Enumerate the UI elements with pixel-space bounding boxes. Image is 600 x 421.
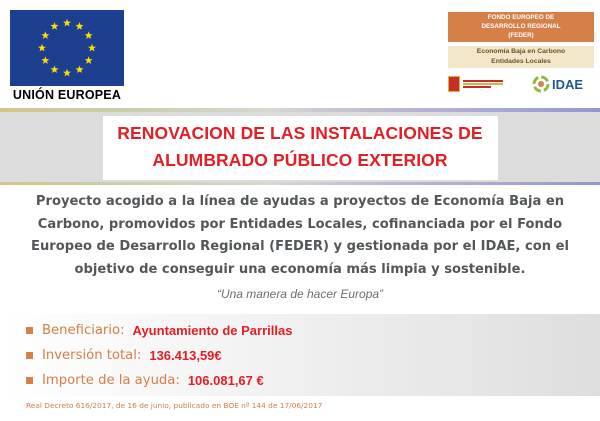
total-investment-label: Inversión total: — [42, 347, 142, 363]
star-icon — [41, 56, 49, 64]
beneficiary-row — [26, 320, 292, 340]
beneficiary-value: Ayuntamiento de Parrillas — [132, 322, 293, 338]
star-icon — [76, 65, 84, 73]
description-line-4: objetivo de conseguir una economía más limpia y sostenible. — [74, 261, 526, 277]
aid-amount-row — [26, 370, 264, 390]
total-investment-value: 136.413,59€ — [149, 347, 222, 363]
feder-line-2: DESARROLLO REGIONAL — [481, 23, 561, 30]
star-icon — [63, 69, 71, 77]
eu-flag-icon — [10, 10, 124, 86]
idae-mark-icon — [532, 75, 550, 93]
coat-of-arms-icon — [448, 76, 460, 92]
star-icon — [38, 44, 46, 52]
program-line-1: Economía Baja en Carbono — [476, 48, 566, 55]
square-bullet-icon — [26, 377, 33, 384]
star-icon — [51, 65, 59, 73]
square-bullet-icon — [26, 327, 33, 334]
sponsor-logos — [448, 72, 594, 96]
title-line-2: ALUMBRADO PÚBLICO EXTERIOR — [152, 150, 448, 170]
feder-line-3: (FEDER) — [508, 32, 534, 39]
idae-logo — [532, 74, 594, 94]
bottom-color-stripe — [0, 182, 600, 185]
motto: “Una manera de hacer Europa” — [216, 287, 384, 301]
star-icon — [63, 19, 71, 27]
title-line-1: RENOVACION DE LAS INSTALACIONES DE — [117, 123, 483, 143]
star-icon — [88, 44, 96, 52]
eu-emblem — [6, 8, 128, 100]
ministry-text-graphic — [463, 80, 503, 89]
eu-stars-icon — [10, 10, 124, 86]
description-line-2: Carbono, promovidos por Entidades Locales, cofinanciada por el Fondo — [37, 216, 563, 232]
feder-line-1: FONDO EUROPEO DE — [487, 14, 555, 21]
eu-label: UNIÓN EUROPEA — [12, 88, 122, 102]
idae-wordmark: IDAE — [552, 76, 584, 92]
star-icon — [51, 22, 59, 30]
square-bullet-icon — [26, 352, 33, 359]
star-icon — [85, 56, 93, 64]
description-line-1: Proyecto acogido a la línea de ayudas a proyectos de Economía Baja en — [35, 194, 565, 209]
feder-badge — [448, 12, 594, 42]
star-icon — [41, 31, 49, 39]
project-description — [14, 191, 586, 281]
beneficiary-label: Beneficiario: — [42, 322, 125, 338]
total-investment-row — [26, 345, 222, 365]
program-line-2: Entidades Locales — [491, 58, 551, 65]
aid-amount-value: 106.081,67 € — [187, 372, 264, 388]
legal-footer: Real Decreto 616/2017, de 16 de junio, publicado en BOE nº 144 de 17/06/2017 — [26, 401, 323, 410]
description-line-3: Europeo de Desarrollo Regional (FEDER) y gestionada por el IDAE, con el — [31, 239, 569, 254]
star-icon — [85, 31, 93, 39]
program-badge — [448, 46, 594, 68]
star-icon — [76, 22, 84, 30]
government-logo — [448, 74, 508, 94]
aid-amount-label: Importe de la ayuda: — [42, 372, 180, 388]
